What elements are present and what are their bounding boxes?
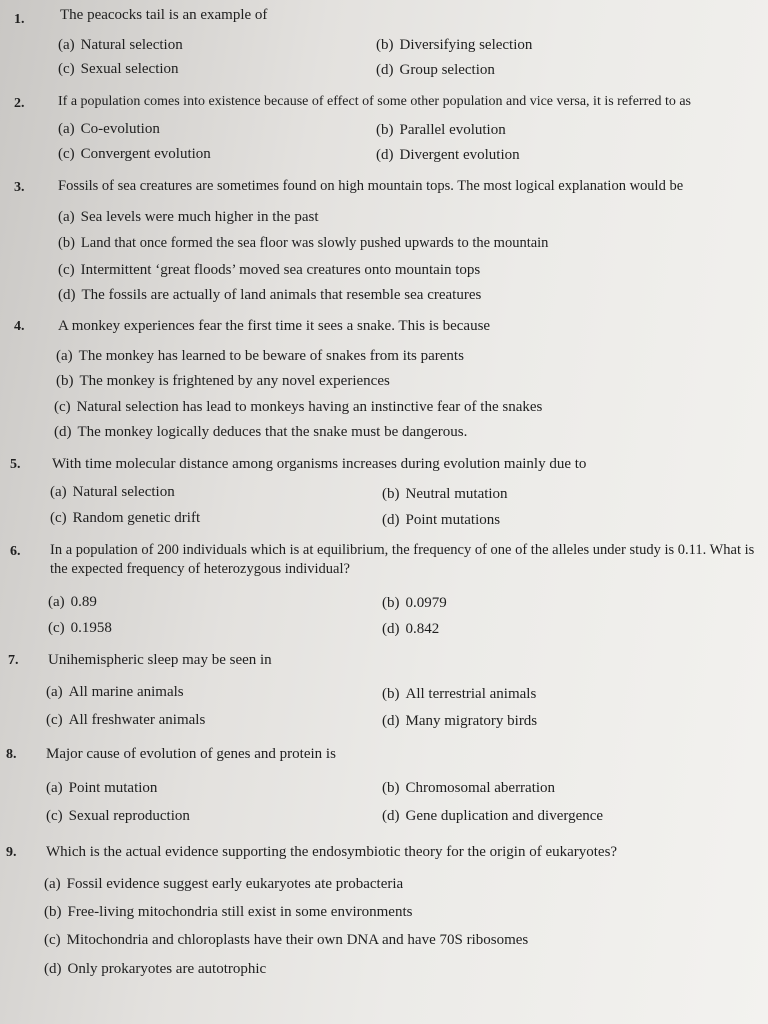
option-text: 0.1958 xyxy=(70,620,112,636)
option-text: Random genetic drift xyxy=(72,510,201,526)
question-text: If a population comes into existence because of effect of some other population and vice versa, it is referred to as xyxy=(58,94,692,109)
option-label: (a) xyxy=(46,684,63,700)
question-text: A monkey experiences fear the first time it sees a snake. This is because xyxy=(58,318,491,334)
option-label: (b) xyxy=(382,686,400,702)
option-label: (d) xyxy=(382,512,400,528)
option-text: The monkey has learned to be beware of snakes from its parents xyxy=(78,348,464,364)
option-a xyxy=(46,684,184,701)
option-text: Parallel evolution xyxy=(399,122,506,138)
option-text: Chromosomal aberration xyxy=(405,780,556,796)
option-label: (b) xyxy=(382,595,400,611)
option-text: Co-evolution xyxy=(80,121,160,137)
option-text: Land that once formed the sea floor was slowly pushed upwards to the mountain xyxy=(80,235,549,251)
option-text: Divergent evolution xyxy=(399,147,520,163)
option-label: (c) xyxy=(44,932,61,948)
question-number: 2. xyxy=(14,96,25,111)
option-label: (b) xyxy=(382,780,400,796)
option-b xyxy=(382,686,536,703)
option-c xyxy=(46,808,190,825)
option-c xyxy=(44,932,528,949)
option-label: (d) xyxy=(376,147,394,163)
option-text: 0.89 xyxy=(70,594,97,610)
option-text: Only prokaryotes are autotrophic xyxy=(67,961,267,977)
question-text: The peacocks tail is an example of xyxy=(60,7,268,23)
option-label: (a) xyxy=(58,37,75,53)
question-number: 5. xyxy=(10,457,21,472)
option-text: Fossil evidence suggest early eukaryotes ate probacteria xyxy=(66,876,404,892)
option-label: (b) xyxy=(376,122,394,138)
option-label: (d) xyxy=(54,424,72,440)
option-text: All marine animals xyxy=(68,684,184,700)
option-b xyxy=(382,780,555,797)
question-text: In a population of 200 individuals which is at equilibrium, the frequency of one of the alleles under study is 0.11. What is the expected frequency of heterozygous individual? xyxy=(50,542,755,577)
option-text: Sexual reproduction xyxy=(68,808,190,824)
question-number: 1. xyxy=(14,12,25,27)
option-a xyxy=(56,348,464,365)
option-label: (a) xyxy=(56,348,73,364)
question-number: 3. xyxy=(14,180,25,195)
question-number: 6. xyxy=(10,544,21,559)
option-text: Convergent evolution xyxy=(80,146,211,162)
question-text: Which is the actual evidence supporting the endosymbiotic theory for the origin of eukaryotes? xyxy=(46,844,618,860)
option-text: All freshwater animals xyxy=(68,712,206,728)
option-b xyxy=(376,37,532,54)
option-b xyxy=(58,235,548,252)
option-label: (b) xyxy=(376,37,394,53)
option-label: (c) xyxy=(58,146,75,162)
option-label: (d) xyxy=(382,621,400,637)
option-c xyxy=(50,510,200,527)
option-label: (c) xyxy=(58,262,75,278)
option-d xyxy=(44,961,266,978)
option-text: Free-living mitochondria still exist in some environments xyxy=(67,904,413,920)
option-label: (a) xyxy=(50,484,67,500)
question-number: 8. xyxy=(6,747,17,762)
option-text: Natural selection has lead to monkeys having an instinctive fear of the snakes xyxy=(76,399,543,415)
option-label: (b) xyxy=(58,235,75,251)
option-text: Sexual selection xyxy=(80,61,179,77)
option-text: 0.0979 xyxy=(405,595,447,611)
option-label: (c) xyxy=(46,712,63,728)
option-label: (a) xyxy=(46,780,63,796)
option-text: Mitochondria and chloroplasts have their own DNA and have 70S ribosomes xyxy=(66,932,529,948)
question-number: 7. xyxy=(8,653,19,668)
option-b xyxy=(44,904,412,921)
option-d xyxy=(376,62,495,79)
option-a xyxy=(48,594,97,611)
option-label: (a) xyxy=(58,121,75,137)
option-d xyxy=(376,147,520,164)
option-text: Many migratory birds xyxy=(405,713,538,729)
question-number: 4. xyxy=(14,319,25,334)
option-label: (c) xyxy=(50,510,67,526)
question-text: Unihemispheric sleep may be seen in xyxy=(48,652,272,668)
option-text: The monkey is frightened by any novel experiences xyxy=(79,373,390,389)
option-c xyxy=(48,620,112,637)
option-text: Neutral mutation xyxy=(405,486,508,502)
option-label: (a) xyxy=(58,209,75,225)
option-c xyxy=(58,146,211,163)
question-text: With time molecular distance among organisms increases during evolution mainly due to xyxy=(52,456,587,472)
option-label: (b) xyxy=(56,373,74,389)
option-b xyxy=(382,595,447,612)
option-b xyxy=(376,122,506,139)
question-text: Fossils of sea creatures are sometimes found on high mountain tops. The most logical explanation would be xyxy=(58,178,684,194)
option-text: Intermittent ‘great floods’ moved sea creatures onto mountain tops xyxy=(80,262,481,278)
option-label: (c) xyxy=(46,808,63,824)
option-label: (d) xyxy=(382,808,400,824)
option-d xyxy=(382,808,603,825)
option-d xyxy=(382,512,500,529)
option-a xyxy=(44,876,403,893)
option-d xyxy=(54,424,467,441)
option-text: Natural selection xyxy=(80,37,183,53)
option-d xyxy=(382,621,439,638)
option-text: Point mutations xyxy=(405,512,501,528)
option-a xyxy=(58,209,319,226)
option-label: (d) xyxy=(382,713,400,729)
option-text: Point mutation xyxy=(68,780,158,796)
option-label: (b) xyxy=(44,904,62,920)
option-text: 0.842 xyxy=(405,621,440,637)
option-b xyxy=(56,373,390,390)
option-text: Sea levels were much higher in the past xyxy=(80,209,319,225)
option-a xyxy=(58,121,160,138)
option-text: Natural selection xyxy=(72,484,175,500)
option-c xyxy=(46,712,205,729)
option-label: (c) xyxy=(54,399,71,415)
option-label: (d) xyxy=(376,62,394,78)
option-d xyxy=(382,713,537,730)
option-text: The monkey logically deduces that the snake must be dangerous. xyxy=(77,424,468,440)
option-c xyxy=(58,61,179,78)
option-b xyxy=(382,486,508,503)
option-label: (c) xyxy=(58,61,75,77)
option-a xyxy=(50,484,175,501)
option-c xyxy=(58,262,480,279)
option-text: Gene duplication and divergence xyxy=(405,808,604,824)
option-label: (a) xyxy=(48,594,65,610)
option-label: (d) xyxy=(58,287,76,303)
question-text: Major cause of evolution of genes and protein is xyxy=(46,746,336,762)
option-text: Group selection xyxy=(399,62,495,78)
option-text: The fossils are actually of land animals that resemble sea creatures xyxy=(81,287,482,303)
option-label: (c) xyxy=(48,620,65,636)
option-a xyxy=(46,780,157,797)
option-text: All terrestrial animals xyxy=(405,686,537,702)
option-d xyxy=(58,287,481,304)
question-number: 9. xyxy=(6,845,17,860)
option-label: (a) xyxy=(44,876,61,892)
option-a xyxy=(58,37,183,54)
option-c xyxy=(54,399,542,416)
option-text: Diversifying selection xyxy=(399,37,533,53)
option-label: (d) xyxy=(44,961,62,977)
option-label: (b) xyxy=(382,486,400,502)
